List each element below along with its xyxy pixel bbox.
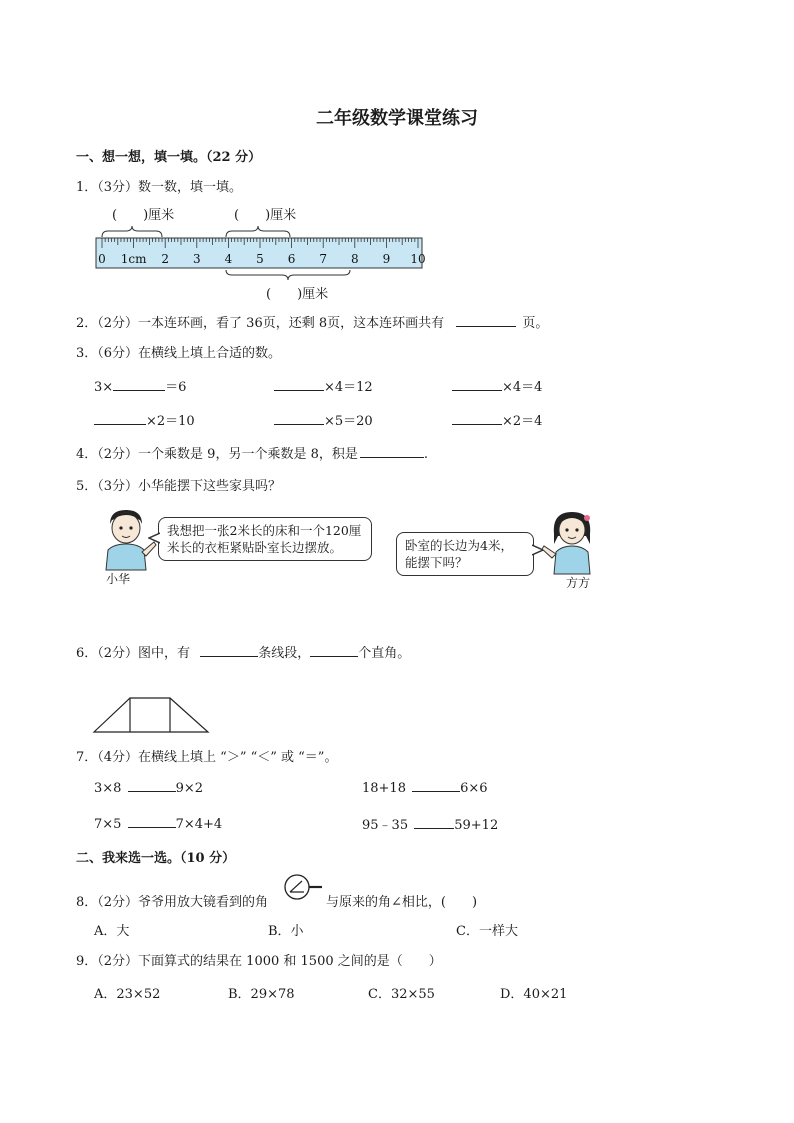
- speech-bubble-left: 我想把一张2米长的床和一个120厘米长的衣柜紧贴卧室长边摆放。: [158, 517, 372, 561]
- q4-answer-blank[interactable]: [360, 444, 424, 458]
- q6-mid: 条线段，: [258, 646, 311, 661]
- q6-post: 个直角。: [358, 646, 411, 661]
- q7-item-2-right: 6×6: [460, 781, 488, 796]
- q3-item-4-post: ×2＝10: [146, 414, 195, 429]
- q7-item-4-right: 59+12: [454, 818, 499, 833]
- name-right: 方方: [566, 576, 591, 590]
- ruler-number: 0: [98, 252, 106, 266]
- q7-item-1-left: 3×8: [94, 781, 122, 796]
- q9-option-c[interactable]: C．32×55: [368, 987, 435, 1002]
- section-2-heading: 二、我来选一选。（10 分）: [76, 851, 236, 866]
- q7-item-3: [94, 814, 222, 832]
- q8-option-a[interactable]: A．大: [94, 924, 130, 939]
- q7-item-2-left: 18+18: [362, 781, 406, 796]
- q8-option-b[interactable]: B．小: [268, 924, 304, 939]
- q3-item-3-blank[interactable]: [452, 377, 502, 391]
- q2-pre: 2．（2分）一本连环画，看了 36页，还剩 8页，这本连环画共有: [76, 316, 445, 331]
- q3-item-5-blank[interactable]: [274, 411, 324, 425]
- q3-item-4-blank[interactable]: [94, 411, 146, 425]
- q1-label-b: ( )厘米: [234, 208, 297, 223]
- q3-item-1-post: ＝6: [165, 380, 187, 395]
- ruler-number: 6: [287, 252, 296, 266]
- q7-item-4-left: 95﹣35: [362, 818, 409, 833]
- q3-item-3: [452, 376, 542, 395]
- q3-item-2-blank[interactable]: [274, 377, 324, 391]
- q7-stem: 7．（4分）在横线上填上 “＞” “＜” 或 “＝”。: [76, 750, 338, 765]
- q7-item-2-blank[interactable]: [412, 778, 460, 792]
- q7-item-4-blank[interactable]: [414, 815, 454, 829]
- q8-post: 与原来的角∠相比，( ): [326, 895, 478, 910]
- q7-item-4: [362, 814, 498, 833]
- q7-item-1-blank[interactable]: [128, 778, 176, 792]
- ruler-number: 4: [224, 252, 233, 266]
- q3-item-1: [94, 376, 186, 395]
- ruler-number: 7: [319, 252, 328, 266]
- q9-stem: 9．（2分）下面算式的结果在 1000 和 1500 之间的是（ ）: [76, 954, 442, 969]
- q3-item-4: [94, 410, 195, 429]
- ruler-number: 10: [410, 252, 426, 266]
- q4-post: .: [423, 447, 428, 462]
- q1-label-c: ( )厘米: [266, 287, 329, 302]
- q4: [76, 443, 428, 462]
- q3-item-1-pre: 3×: [94, 380, 114, 395]
- name-left: 小华: [106, 572, 131, 586]
- q3-item-6-post: ×2＝4: [502, 414, 543, 429]
- bubble-tail-left-icon: [148, 532, 160, 544]
- q8-option-c[interactable]: C．一样大: [456, 924, 518, 939]
- section-1-heading: 一、想一想，填一填。（22 分）: [76, 150, 262, 165]
- q3-item-3-post: ×4＝4: [502, 380, 543, 395]
- brace-c: [226, 270, 350, 280]
- q4-pre: 4．（2分）一个乘数是 9，另一个乘数是 8，积是: [76, 447, 358, 462]
- q2-answer-blank[interactable]: [456, 313, 516, 327]
- ruler-number: 9: [382, 252, 391, 266]
- trapezoid-figure: [90, 692, 216, 736]
- q3-item-6-blank[interactable]: [452, 411, 502, 425]
- ruler-figure: [90, 224, 430, 284]
- q3-item-1-blank[interactable]: [113, 377, 165, 391]
- q3-item-2: [274, 376, 373, 395]
- q1-stem: 1．（3分）数一数，填一填。: [76, 180, 243, 195]
- q9-option-d[interactable]: D．40×21: [500, 987, 568, 1002]
- q2: [76, 312, 548, 331]
- q6: [76, 642, 410, 661]
- ruler-number: 2: [161, 252, 170, 266]
- q7-item-1-right: 9×2: [175, 781, 204, 796]
- brace-a: [102, 226, 162, 237]
- brace-b: [226, 226, 290, 237]
- ruler-number: 5: [256, 252, 264, 266]
- q5-stem: 5．（3分）小华能摆下这些家具吗？: [76, 479, 282, 494]
- q6-pre: 6．（2分）图中，有: [76, 646, 191, 661]
- q3-stem: 3．（6分）在横线上填上合适的数。: [76, 346, 282, 361]
- q9-option-b[interactable]: B．29×78: [228, 987, 295, 1002]
- ruler-number: 1cm: [120, 252, 147, 266]
- q3-item-5-post: ×5＝20: [324, 414, 373, 429]
- q3-item-2-post: ×4＝12: [324, 380, 373, 395]
- q7-item-2: [362, 778, 488, 796]
- q3-item-5: [274, 410, 373, 429]
- q7-item-3-right: 7×4+4: [175, 817, 223, 832]
- q1-label-a: ( )厘米: [112, 208, 175, 223]
- ruler-number: 8: [350, 252, 359, 266]
- speech-bubble-right: 卧室的长边为4米，能摆下吗？: [396, 532, 534, 576]
- q7-item-3-left: 7×5: [94, 817, 122, 832]
- q8-pre: 8．（2分）爷爷用放大镜看到的角: [76, 895, 269, 910]
- q9-option-a[interactable]: A．23×52: [94, 987, 161, 1002]
- magnifier-angle-icon: [282, 872, 326, 902]
- q6-blank-segments[interactable]: [200, 643, 258, 657]
- q2-post: 页。: [522, 316, 549, 331]
- page-title: 二年级数学课堂练习: [316, 108, 478, 129]
- q3-item-6: [452, 410, 542, 429]
- ruler-number: 3: [192, 252, 201, 266]
- q7-item-1: [94, 778, 203, 796]
- girl-figure-icon: [542, 508, 604, 576]
- q7-item-3-blank[interactable]: [128, 814, 176, 828]
- q6-blank-angles[interactable]: [310, 643, 358, 657]
